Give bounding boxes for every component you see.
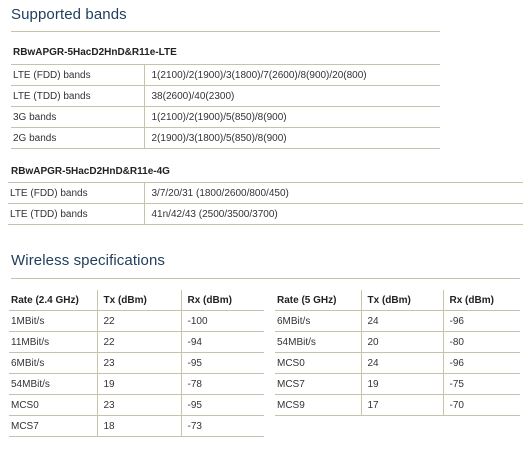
column-header: Tx (dBm) xyxy=(361,290,443,311)
band-value: 41n/42/43 (2500/3500/3700) xyxy=(144,204,523,225)
wireless-specs-heading: Wireless specifications xyxy=(11,252,166,269)
band-label: LTE (FDD) bands xyxy=(11,65,144,86)
table-row xyxy=(8,183,523,204)
rx-cell: -78 xyxy=(181,374,264,395)
rate-cell: MCS7 xyxy=(275,374,361,395)
rx-cell: -94 xyxy=(181,332,264,353)
supported-bands-heading: Supported bands xyxy=(11,6,127,23)
band-label: 3G bands xyxy=(11,107,144,128)
tx-cell: 24 xyxy=(361,311,443,332)
tx-cell: 19 xyxy=(361,374,443,395)
model-name-4g: RBwAPGR-5HacD2HnD&R11e-4G xyxy=(11,166,170,177)
column-header: Rate (5 GHz) xyxy=(275,290,361,311)
table-row xyxy=(275,332,520,353)
rx-cell: -80 xyxy=(443,332,520,353)
table-row xyxy=(275,311,520,332)
rx-cell: -75 xyxy=(443,374,520,395)
table-row xyxy=(9,374,264,395)
band-value: 2(1900)/3(1800)/5(850)/8(900) xyxy=(144,128,440,149)
column-header: Tx (dBm) xyxy=(97,290,181,311)
column-header: Rate (2.4 GHz) xyxy=(9,290,97,311)
table-row xyxy=(9,353,264,374)
band-value: 3/7/20/31 (1800/2600/800/450) xyxy=(144,183,523,204)
column-header: Rx (dBm) xyxy=(181,290,264,311)
rx-cell: -95 xyxy=(181,395,264,416)
table-row xyxy=(11,107,440,128)
table-row xyxy=(11,86,440,107)
table-row xyxy=(9,395,264,416)
band-label: LTE (TDD) bands xyxy=(8,204,144,225)
tx-cell: 20 xyxy=(361,332,443,353)
table-header-row xyxy=(9,290,264,311)
table-row xyxy=(275,374,520,395)
tx-cell: 22 xyxy=(97,311,181,332)
tx-cell: 22 xyxy=(97,332,181,353)
rx-cell: -70 xyxy=(443,395,520,416)
tx-cell: 24 xyxy=(361,353,443,374)
bands-table-lte xyxy=(11,64,440,149)
rate-cell: 54MBit/s xyxy=(9,374,97,395)
tx-cell: 17 xyxy=(361,395,443,416)
table-header-row xyxy=(275,290,520,311)
table-row xyxy=(8,204,523,225)
band-value: 38(2600)/40(2300) xyxy=(144,86,440,107)
table-row xyxy=(11,65,440,86)
wireless-table-2-4ghz xyxy=(9,290,264,437)
column-header: Rx (dBm) xyxy=(443,290,520,311)
rate-cell: 54MBit/s xyxy=(275,332,361,353)
rate-cell: 1MBit/s xyxy=(9,311,97,332)
rate-cell: MCS0 xyxy=(9,395,97,416)
table-row xyxy=(9,332,264,353)
band-label: LTE (FDD) bands xyxy=(8,183,144,204)
rx-cell: -73 xyxy=(181,416,264,437)
table-row xyxy=(275,353,520,374)
tx-cell: 23 xyxy=(97,395,181,416)
table-row xyxy=(9,416,264,437)
rx-cell: -100 xyxy=(181,311,264,332)
band-label: 2G bands xyxy=(11,128,144,149)
rate-cell: MCS7 xyxy=(9,416,97,437)
wireless-table-5ghz xyxy=(275,290,520,416)
rx-cell: -96 xyxy=(443,353,520,374)
tx-cell: 23 xyxy=(97,353,181,374)
tx-cell: 19 xyxy=(97,374,181,395)
band-label: LTE (TDD) bands xyxy=(11,86,144,107)
rate-cell: MCS9 xyxy=(275,395,361,416)
band-value: 1(2100)/2(1900)/3(1800)/7(2600)/8(900)/20(800) xyxy=(144,65,440,86)
table-row xyxy=(275,395,520,416)
rx-cell: -96 xyxy=(443,311,520,332)
heading-divider xyxy=(11,31,440,32)
model-name-lte: RBwAPGR-5HacD2HnD&R11e-LTE xyxy=(13,47,177,58)
rate-cell: MCS0 xyxy=(275,353,361,374)
bands-table-4g xyxy=(8,182,523,225)
rate-cell: 6MBit/s xyxy=(275,311,361,332)
heading-divider xyxy=(11,278,520,279)
rate-cell: 6MBit/s xyxy=(9,353,97,374)
tx-cell: 18 xyxy=(97,416,181,437)
band-value: 1(2100)/2(1900)/5(850)/8(900) xyxy=(144,107,440,128)
rate-cell: 11MBit/s xyxy=(9,332,97,353)
table-row xyxy=(11,128,440,149)
rx-cell: -95 xyxy=(181,353,264,374)
table-row xyxy=(9,311,264,332)
